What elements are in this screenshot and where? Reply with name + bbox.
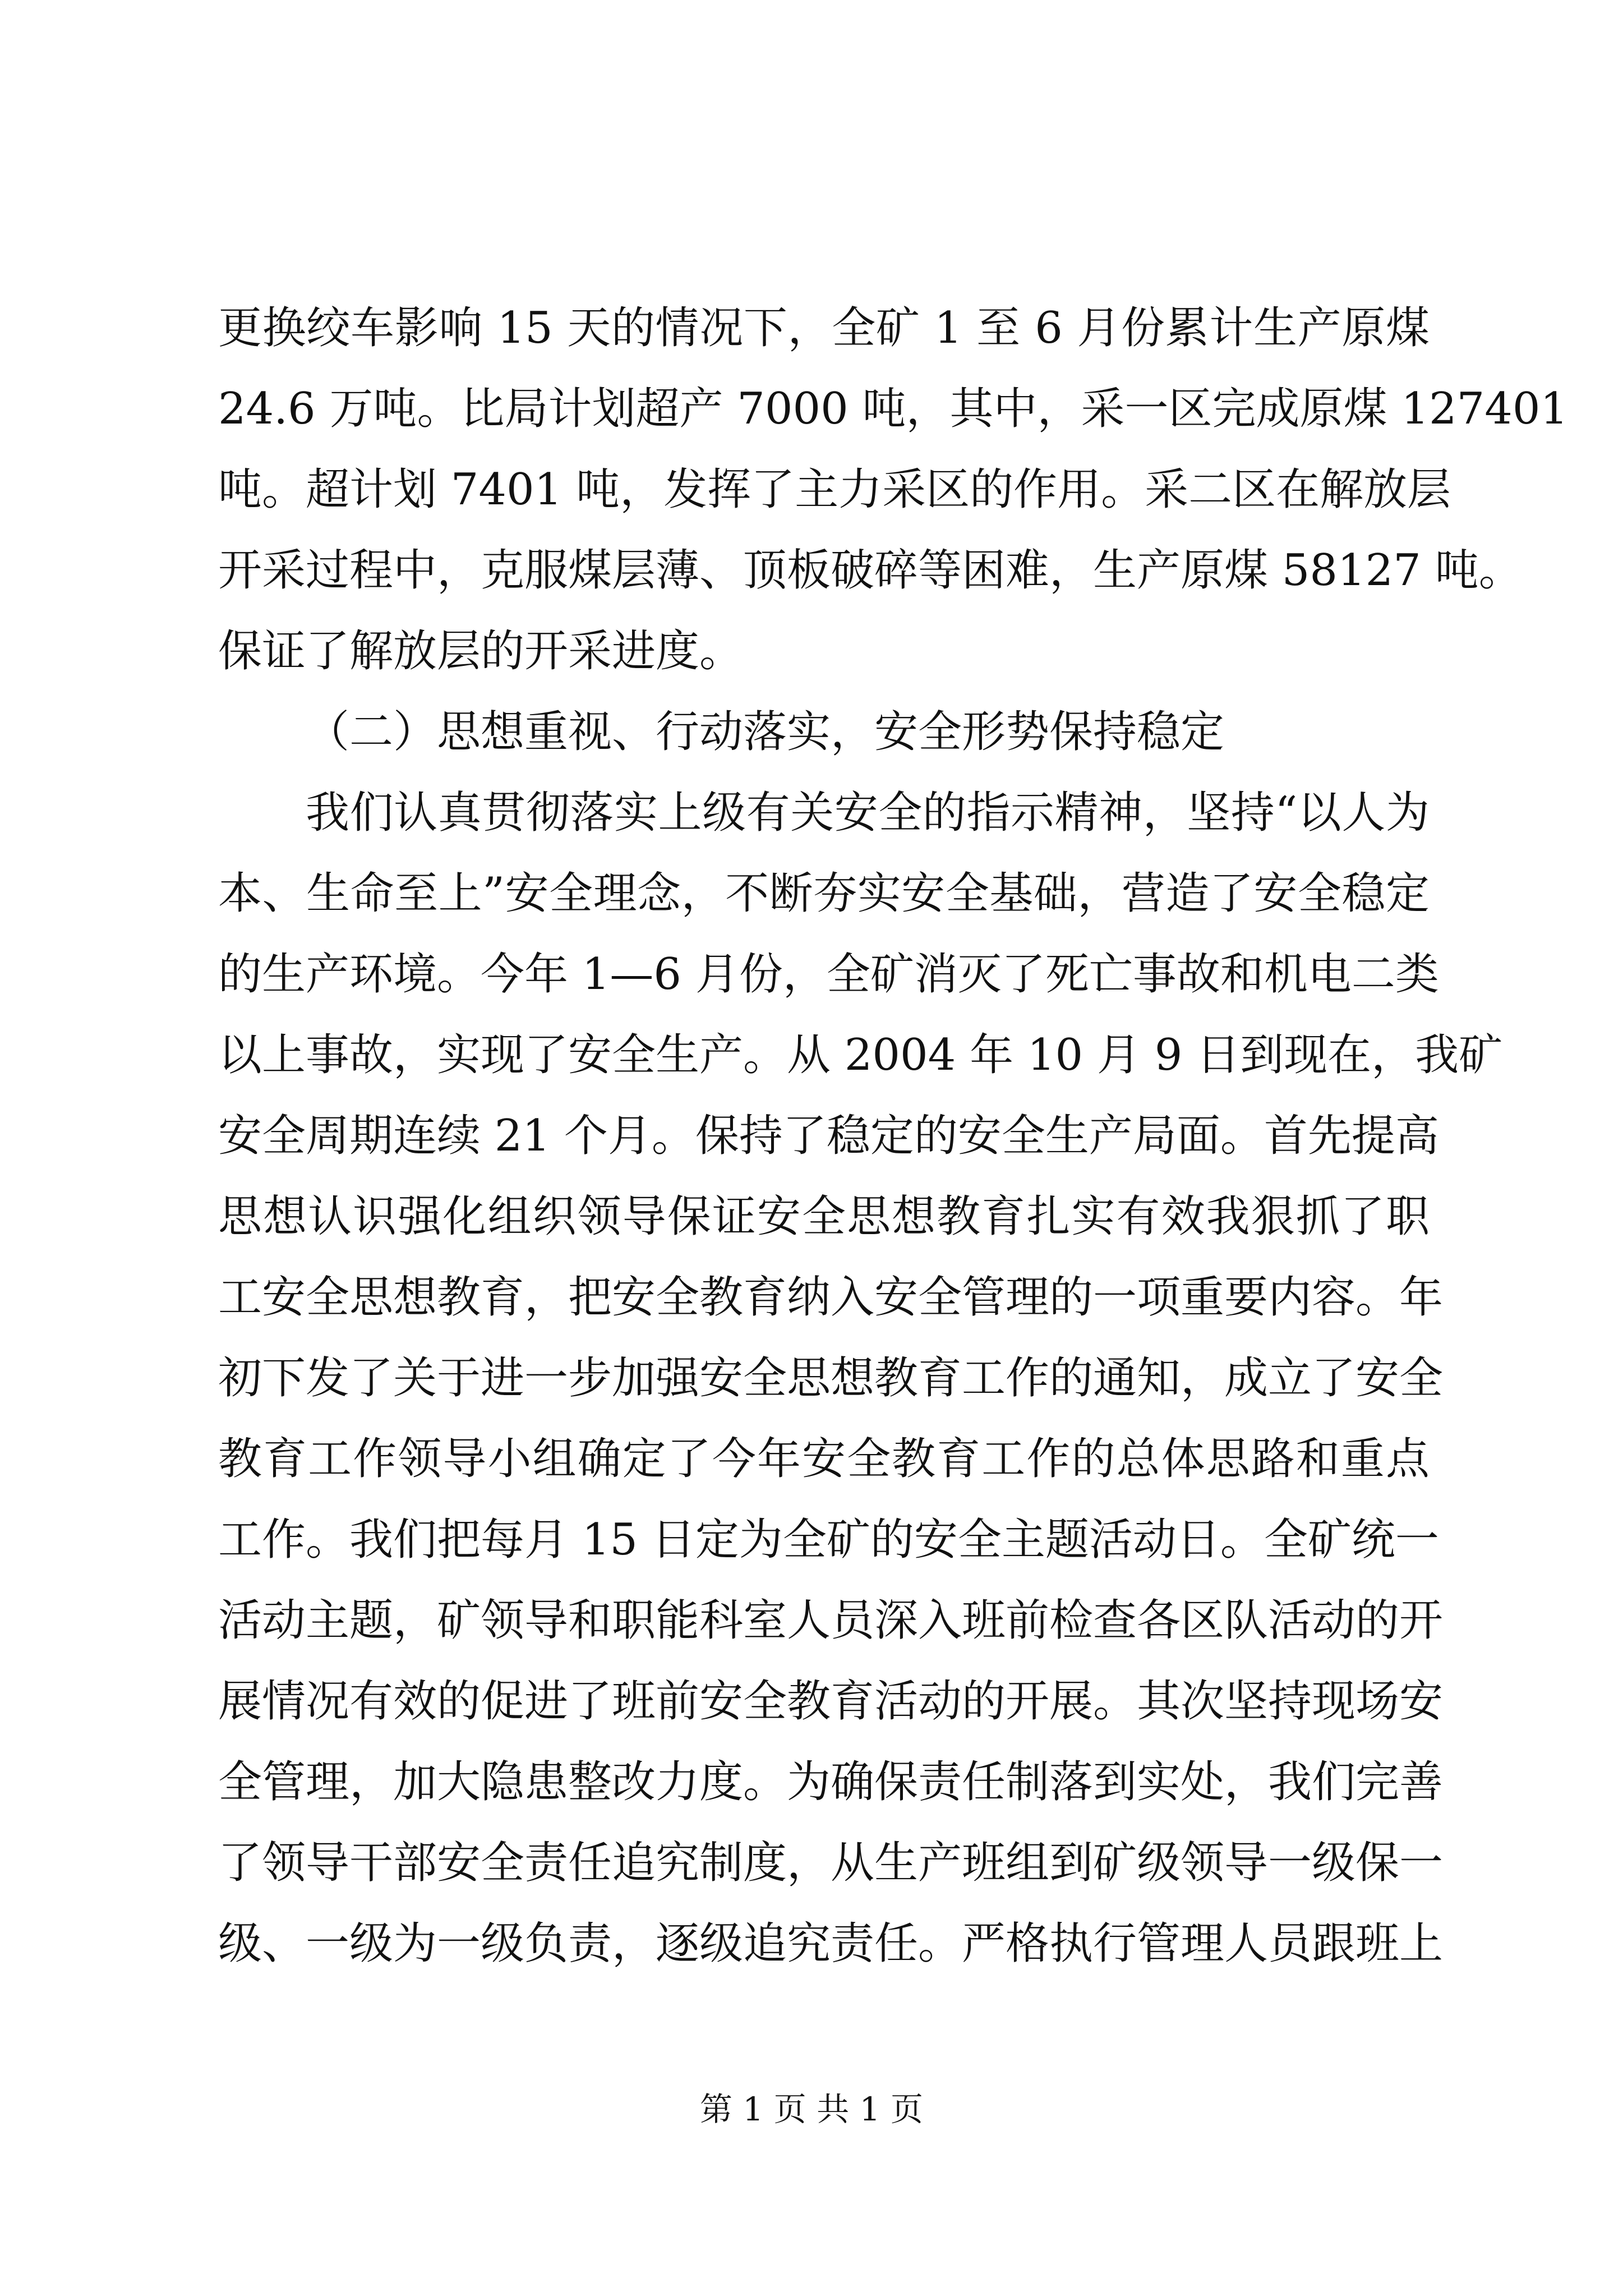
paragraph-line bbox=[0, 1740, 1623, 1824]
paragraph-line bbox=[0, 286, 1623, 370]
paragraph-line bbox=[0, 367, 1623, 451]
paragraph-2-line-3: 的生产环境。今年 1—6 月份，全矿消灭了死亡事故和机电二类 bbox=[218, 949, 1439, 1000]
paragraph-1-line-4: 开采过程中，克服煤层薄、顶板破碎等困难，生产原煤 58127 吨。 bbox=[218, 545, 1523, 596]
paragraph-2-line-7: 工安全思想教育，把安全教育纳入安全管理的一项重要内容。年 bbox=[218, 1272, 1444, 1323]
page-number-footer: 第 1 页 共 1 页 bbox=[700, 2090, 923, 2128]
paragraph-2-line-10: 工作。我们把每月 15 日定为全矿的安全主题活动日。全矿统一 bbox=[218, 1515, 1439, 1565]
paragraph-2-line-13: 全管理，加大隐患整改力度。为确保责任制落到实处，我们完善 bbox=[218, 1757, 1444, 1807]
paragraph-line bbox=[0, 1498, 1623, 1582]
paragraph-2-line-12: 展情况有效的促进了班前安全教育活动的开展。其次坚持现场安 bbox=[218, 1676, 1444, 1727]
paragraph-line bbox=[0, 1175, 1623, 1259]
paragraph-line bbox=[0, 1336, 1623, 1420]
paragraph-line bbox=[0, 1579, 1623, 1663]
section-heading bbox=[0, 690, 1623, 774]
section-heading-text: （二）思想重视、行动落实，安全形势保持稳定 bbox=[306, 707, 1225, 757]
paragraph-1-line-2: 24.6 万吨。比局计划超产 7000 吨，其中，采一区完成原煤 127401 bbox=[218, 384, 1569, 434]
paragraph-2-line-8: 初下发了关于进一步加强安全思想教育工作的通知，成立了安全 bbox=[218, 1353, 1444, 1404]
paragraph-line bbox=[0, 1013, 1623, 1097]
paragraph-line bbox=[0, 852, 1623, 936]
paragraph-line bbox=[0, 528, 1623, 613]
paragraph-2-line-5: 安全周期连续 21 个月。保持了稳定的安全生产局面。首先提高 bbox=[218, 1111, 1439, 1161]
paragraph-2-line-14: 了领导干部安全责任追究制度，从生产班组到矿级领导一级保一 bbox=[218, 1838, 1444, 1888]
paragraph-line bbox=[0, 609, 1623, 693]
paragraph-2-line-11: 活动主题，矿领导和职能科室人员深入班前检查各区队活动的开 bbox=[218, 1595, 1444, 1646]
paragraph-line bbox=[0, 771, 1623, 855]
paragraph-2-line-1: 我们认真贯彻落实上级有关安全的指示精神，坚持“以人为 bbox=[306, 788, 1430, 838]
paragraph-1-line-3: 吨。超计划 7401 吨，发挥了主力采区的作用。采二区在解放层 bbox=[218, 464, 1451, 515]
paragraph-2-line-6: 思想认识强化组织领导保证安全思想教育扎实有效我狠抓了职 bbox=[218, 1191, 1430, 1242]
paragraph-line bbox=[0, 1094, 1623, 1178]
paragraph-line bbox=[0, 1659, 1623, 1743]
paragraph-2-line-2: 本、生命至上”安全理念，不断夯实安全基础，营造了安全稳定 bbox=[218, 868, 1430, 919]
paragraph-2-line-15: 级、一级为一级负责，逐级追究责任。严格执行管理人员跟班上 bbox=[218, 1918, 1444, 1969]
paragraph-line bbox=[0, 1255, 1623, 1340]
paragraph-line bbox=[0, 1902, 1623, 1986]
paragraph-line bbox=[0, 1821, 1623, 1905]
paragraph-line bbox=[0, 932, 1623, 1016]
paragraph-2-line-9: 教育工作领导小组确定了今年安全教育工作的总体思路和重点 bbox=[218, 1434, 1430, 1484]
paragraph-line bbox=[0, 448, 1623, 532]
paragraph-1-line-5: 保证了解放层的开采进度。 bbox=[218, 626, 744, 677]
paragraph-line bbox=[0, 1417, 1623, 1501]
paragraph-1-line-1: 更换绞车影响 15 天的情况下，全矿 1 至 6 月份累计生产原煤 bbox=[218, 303, 1430, 353]
paragraph-2-line-4: 以上事故，实现了安全生产。从 2004 年 10 月 9 日到现在，我矿 bbox=[218, 1030, 1503, 1080]
